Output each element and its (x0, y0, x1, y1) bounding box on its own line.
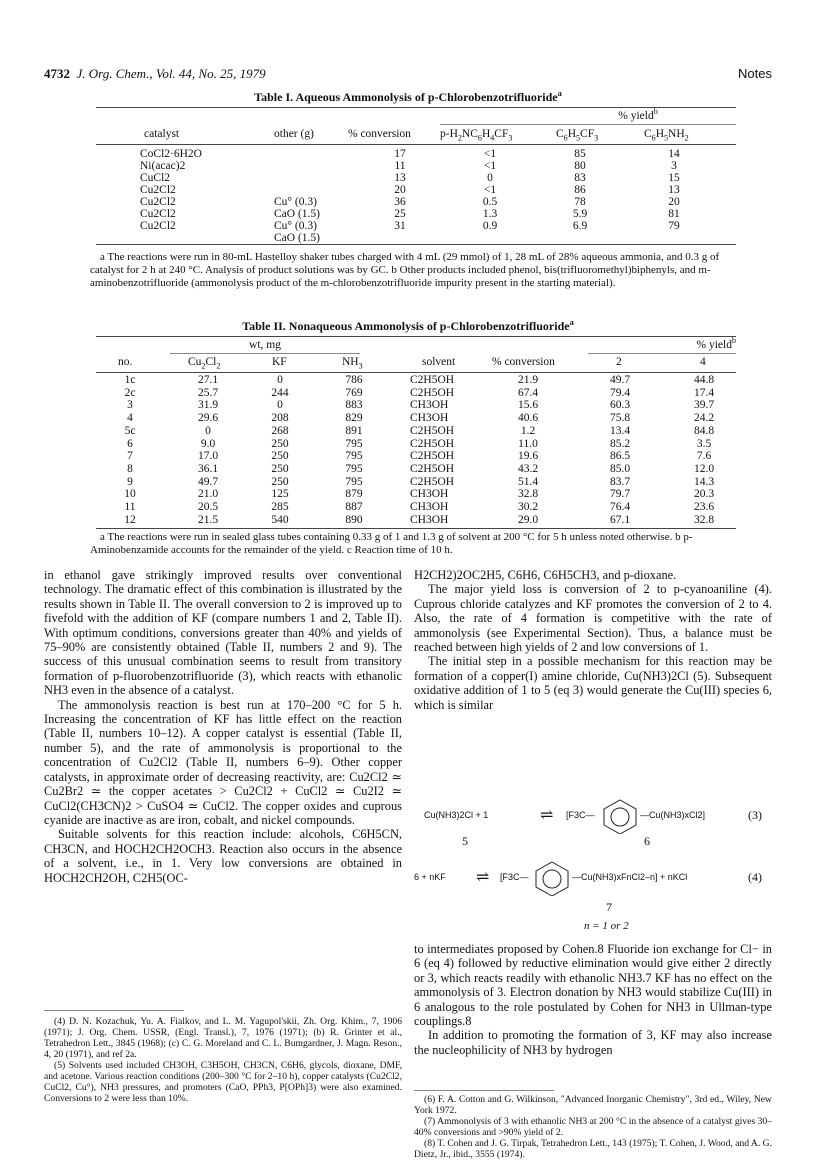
equation-4 (414, 858, 772, 938)
table2-cell: 67.4 (517, 386, 539, 399)
table1-cell: 1.3 (482, 208, 498, 220)
table1-row (96, 220, 736, 232)
benzene-ring-icon (600, 798, 640, 834)
table2-cell: 36.1 (197, 462, 219, 475)
table2-wt-header: wt, mg (249, 339, 281, 351)
table1-cell: CuCl2 (140, 172, 171, 184)
table2-cell: 31.9 (197, 399, 219, 412)
table2-cell: CH3OH (410, 488, 449, 501)
table1-cell: <1 (483, 160, 497, 172)
table1-cell: Cu° (0.3) (274, 220, 317, 232)
table2-cell: 268 (271, 424, 289, 437)
table2-cell: 49.7 (609, 374, 631, 386)
table2-cell: 795 (345, 450, 363, 463)
table2-cell: 24.2 (693, 412, 715, 425)
table1-cell: Cu° (0.3) (274, 196, 317, 208)
left-paragraph-2: The ammonolysis reaction is best run at 170–200 °C for 5 h. Increasing the concentration of KF has little effect on the reaction (Table II, numbers 10–12). A copper catalyst is essential (Table II, number 5), and the rate of ammonolysis is proportional to the concentration of Cu2Cl2 (Table II, numbers 6–9). Other copper catalysts, in approximate order of decreasing reactivity, are: Cu2Cl2 ≃ Cu2Br2 ≃ the copper acetates > Cu2Cl2 + CuCl2 ≃ Cu2I2 ≃ CuCl2(CH3CN)2 > CuSO4 ≃ CuCl2. The copper oxides and cuprous cyanide are inactive as are iron, cobalt, and nickel compounds. (44, 697, 402, 827)
table2-cell: C2H5OH (410, 386, 455, 399)
eq3-label-5: 5 (462, 834, 468, 848)
table2-cell: 29.0 (517, 513, 539, 526)
table2-row (96, 450, 736, 463)
table2-cell: 1.2 (520, 424, 536, 437)
table2-top-rule (96, 336, 736, 337)
left-footnotes (44, 1016, 402, 1104)
table1-cell: 25 (394, 208, 406, 220)
table1-cell: 0.9 (482, 220, 498, 232)
eq4-left: 6 + nKF (414, 872, 446, 882)
equation-3 (414, 796, 772, 856)
table2-cell: 244 (271, 386, 289, 399)
table1-cell: CaO (1.5) (274, 232, 320, 244)
table2-cell: CH3OH (410, 399, 449, 412)
table1-row (96, 172, 736, 184)
right-footnotes (414, 1094, 772, 1160)
table2-cell: 7.6 (696, 450, 712, 463)
table2-cell: C2H5OH (410, 462, 455, 475)
table2-cell: 0 (205, 424, 211, 437)
table2-row (96, 399, 736, 412)
table2-cell: 85.0 (609, 462, 631, 475)
table2-cell: 3 (127, 399, 133, 412)
table2-cell: 829 (345, 412, 363, 425)
table2-cell: 12 (124, 513, 136, 526)
table2-row (96, 425, 736, 438)
table2-col-conversion: % conversion (492, 356, 555, 368)
table2-cell: 6 (127, 437, 133, 450)
table2-header-row (96, 356, 736, 370)
table2-cell: 250 (271, 450, 289, 463)
table2-cell: CH3OH (410, 513, 449, 526)
table2-cell: 10 (124, 488, 136, 501)
table2-row (96, 387, 736, 400)
right-paragraph-2: The major yield loss is conversion of 2 to p-cyanoaniline (4). Cuprous chloride catalyzes and KF promotes the conversion of 2 to 4. Also, the rate of 4 formation is competitive with the rate of ammonolysis (see Experimental Section). Thus, a balance must be reached between high yields of 2 and low conversions of 1. (414, 582, 772, 655)
table2-header-rule (96, 372, 736, 373)
table2-cell: 125 (271, 488, 289, 501)
table1-cell: 85 (574, 148, 586, 160)
table1-cell: 0.5 (482, 196, 498, 208)
table1-yield-sup: b (653, 107, 658, 117)
page-number: 4732 (44, 66, 70, 81)
footnote-6: (6) F. A. Cotton and G. Wilkinson, "Advanced Inorganic Chemistry", 3rd ed., Wiley, New York 1972. (414, 1094, 772, 1116)
right-column-bottom (414, 942, 772, 1057)
table2-yield-header (600, 336, 736, 351)
table2-cell: 208 (271, 412, 289, 425)
eq4-right-a: [F3C— (500, 872, 529, 882)
table1-row (96, 208, 736, 220)
table2-cell: 43.2 (517, 462, 539, 475)
table1-col-conversion: % conversion (348, 128, 411, 140)
table2-cell: CH3OH (410, 501, 449, 513)
table2-cell: 17.4 (693, 386, 715, 399)
table1-caption-text: Table I. Aqueous Ammonolysis of p-Chlorobenzotrifluoride (254, 90, 558, 104)
table1-cell: 0 (487, 172, 493, 184)
footnote-7: (7) Ammonolysis of 3 with ethanolic NH3 at 200 °C in the absence of a catalyst gives 30–40% conversions and >90% yield of 2. (414, 1116, 772, 1138)
table1-col-catalyst: catalyst (144, 128, 180, 140)
table2-cell: 540 (271, 513, 289, 526)
table2-row (96, 488, 736, 501)
benzene-ring-icon (532, 860, 572, 896)
table2-cell: 17.0 (197, 450, 219, 463)
table1-footnote: a The reactions were run in 80-mL Hastelloy shaker tubes charged with 4 mL (29 mmol) of 1, 28 mL of 28% aqueous ammonia, and 0.3 g of catalyst for 2 h at 240 °C. Analysis of product solutions was by GC. b Other products included phenol, bis(trifluoromethyl)biphenyls, and m-aminobenzotrifluoride (ammonolysis product of the m-chlorobenzotrifluoride impurity present in the starting material). (90, 251, 720, 289)
table2-cell: 23.6 (693, 501, 715, 513)
table2-cell: 250 (271, 437, 289, 450)
eq4-note: n = 1 or 2 (584, 920, 629, 932)
table2-cell: 32.8 (693, 513, 715, 526)
table2-cell: 879 (345, 488, 363, 501)
table1-cell: <1 (483, 148, 497, 160)
table1-cell: 6.9 (572, 220, 588, 232)
table2-cell: 20.5 (197, 501, 219, 513)
table2-cell: 7 (127, 450, 133, 463)
table1-cell: 86 (574, 184, 586, 196)
table2-cell: 13.4 (609, 424, 631, 437)
table1-cell: Cu2Cl2 (140, 184, 176, 196)
table2-cell: 39.7 (693, 399, 715, 412)
table1-row (96, 148, 736, 160)
table1-cell: Cu2Cl2 (140, 196, 176, 208)
table1-cell: 13 (394, 172, 406, 184)
right-paragraph-5: In addition to promoting the formation of 3, KF may also increase the nucleophilicity of NH3 by hydrogen (414, 1028, 772, 1057)
table2-cell: 890 (345, 513, 363, 526)
table2-cell: 21.0 (197, 488, 219, 501)
table2-row (96, 476, 736, 489)
table1-cell: 83 (574, 172, 586, 184)
table2-row (96, 501, 736, 514)
table2-cell: 29.6 (197, 412, 219, 425)
table2-cell: 79.4 (609, 386, 631, 399)
table1-cell: 31 (394, 220, 406, 232)
table1-col-aminobenzo: $p-H_2NC_6H_4CF_3$ (440, 128, 513, 143)
table1-caption-sup: a (557, 89, 562, 98)
table2-cell: 27.1 (197, 374, 219, 386)
eq4-number: (4) (748, 870, 762, 884)
table2-cell: 21.9 (517, 374, 539, 386)
table2-cell: 21.5 (197, 513, 219, 526)
table2-row (96, 463, 736, 476)
table2-cell: 11 (124, 501, 136, 513)
table2-cell: 49.7 (197, 475, 219, 488)
right-column-top (414, 568, 772, 712)
right-paragraph-3: The initial step in a possible mechanism for this reaction may be formation of a copper(I) amine chloride, Cu(NH3)2Cl (5). Subsequent oxidative addition of 1 to 5 (eq 3) would generate the Cu(III) species 6, which is similar (414, 654, 772, 712)
table2-cell: C2H5OH (410, 424, 455, 437)
table1-row (96, 196, 736, 208)
table1-cell: Ni(acac)2 (140, 160, 186, 172)
table2-cell: 2c (124, 386, 136, 399)
table2-cell: 9 (127, 475, 133, 488)
table1-cell: 80 (574, 160, 586, 172)
table2-cell: 795 (345, 475, 363, 488)
table1-cell: 13 (668, 184, 680, 196)
table2-row (96, 374, 736, 387)
table1-cell: <1 (483, 184, 497, 196)
table1-yield-header-text: % yield (618, 110, 654, 122)
table2-caption-sup: a (569, 318, 574, 327)
left-column-text (44, 568, 402, 885)
table1-cell: 11 (394, 160, 406, 172)
table2-bottom-rule (96, 528, 736, 529)
table1-cell: 5.9 (572, 208, 588, 220)
table2-col-kf: KF (272, 356, 287, 368)
table2-cell: 887 (345, 501, 363, 513)
table1-cell: 15 (668, 172, 680, 184)
table2-row (96, 514, 736, 527)
eq3-left: Cu(NH3)2Cl + 1 (424, 810, 489, 820)
table2-cell: 285 (271, 501, 289, 513)
table2-footnote: a The reactions were run in sealed glass tubes containing 0.33 g of 1 and 1.3 g of solvent at 200 °C for 5 h unless noted otherwise. b p-Aminobenzamide accounts for the remainder of the yield. c Reaction time of 10 h. (90, 531, 693, 556)
table2-yield-header-text: % yield (696, 339, 732, 351)
table2-cell: 75.8 (609, 412, 631, 425)
table2-caption (0, 319, 816, 334)
table1-col-benzotrifluoride: $C_6H_5CF_3$ (556, 128, 599, 143)
table1-cell: 78 (574, 196, 586, 208)
journal-citation (44, 66, 266, 82)
table2-cell: 79.7 (609, 488, 631, 501)
table1-cell: 14 (668, 148, 680, 160)
table1-header-rule (96, 144, 736, 145)
table2-col-4: 4 (700, 356, 706, 368)
table1-top-rule (96, 107, 736, 108)
table2-cell: 76.4 (609, 501, 631, 513)
table2-cell: 11.0 (518, 437, 538, 450)
footnote-4: (4) D. N. Kozachuk, Yu. A. Fialkov, and L. M. Yagupol'skii, Zh. Org. Khim., 7, 1906 (1971); J. Org. Chem. USSR, (Engl. Transl.), 7, 1976 (1971); (b) R. Grinter et al., Tetrahedron Lett., 3845 (1968); (c) C. G. Moreland and C. L. Bumgardner, J. Magn. Reson., 4, 20 (1971), and ref 2a. (44, 1016, 402, 1060)
table2-cell: 795 (345, 437, 363, 450)
eq3-right-a: [F3C— (566, 810, 595, 820)
table2-cell: 86.5 (609, 450, 631, 463)
table1-cell: 20 (394, 184, 406, 196)
table2-cell: 883 (345, 399, 363, 412)
table2-yield-rule (588, 353, 736, 354)
table1-yield-rule (440, 124, 736, 125)
table1-row (96, 232, 736, 244)
eq4-right-b: —Cu(NH3)xFnCl2–n] + nKCl (572, 872, 688, 882)
eq3-arrow: ⇌ (540, 807, 554, 824)
table2-col-2: 2 (616, 356, 622, 368)
table2-caption-text: Table II. Nonaqueous Ammonolysis of p-Chlorobenzotrifluoride (242, 319, 570, 333)
table1-row (96, 160, 736, 172)
left-footnote-rule (44, 1010, 184, 1011)
eq4-arrow: ⇌ (476, 869, 490, 886)
table2-cell: 795 (345, 462, 363, 475)
right-footnote-rule (414, 1090, 554, 1091)
eq3-number: (3) (748, 808, 762, 822)
table1-col-aniline: $C_6H_5NH_2$ (644, 128, 689, 143)
eq3-right-b: —Cu(NH3)xCl2] (640, 810, 706, 820)
table2-row (96, 438, 736, 451)
table2-cell: 83.7 (609, 475, 631, 488)
table2-cell: 0 (277, 399, 283, 412)
table1-row (96, 184, 736, 196)
left-paragraph-1: in ethanol gave strikingly improved results over conventional technology. The dramatic effect of this combination is illustrated by the results shown in Table II. The overall conversion to 2 is improved up to fivefold with the addition of KF (compare numbers 1 and 2, Table II). With optimum conditions, conversions greater than 40% and yields of 75–90% are consistently obtained (Table II, numbers 2 and 9). The success of this unusual combination seems to result from transitory formation of p-fluorobenzotrifluoride (3), which reacts with ethanolic NH3 even in the absence of a catalyst. (44, 568, 402, 698)
table1-cell: Cu2Cl2 (140, 220, 176, 232)
table2-cell: 60.3 (609, 399, 631, 412)
table1-cell: 17 (394, 148, 406, 160)
right-paragraph-4: to intermediates proposed by Cohen.8 Fluoride ion exchange for Cl− in 6 (eq 4) followed by reductive elimination would give either 2 directly or 3, which reacts readily with ethanolic NH3.7 KF has no effect on the ammonolysis of 3. Electron donation by NH3 would stabilize Cu(III) in 6 analogous to the role postulated by Cohen for NH3 in Ullman-type couplings.8 (414, 942, 772, 1029)
table2-cell: 32.8 (517, 488, 539, 501)
table2-cell: 30.2 (517, 501, 539, 513)
table2-cell: C2H5OH (410, 450, 455, 463)
table1-bottom-rule (96, 244, 736, 245)
table2-cell: C2H5OH (410, 475, 455, 488)
table2-yield-sup: b (731, 336, 736, 346)
footnote-5: (5) Solvents used included CH3OH, C3H5OH, CH3CN, C6H6, glycols, dioxane, DMF, and acetone. Various reaction conditions (200–300 °C for 2–10 h), copper catalysts (Cu2Cl2, CuCl2, Cu°), NH3 pressures, and promoters (CaO, PPh3, P[OPh]3) were also examined. Conversions to 2 were less than 10%. (44, 1060, 402, 1104)
table1-cell: 3 (671, 160, 677, 172)
table2-cell: 0 (277, 374, 283, 386)
table2-cell: 85.2 (609, 437, 631, 450)
running-header (44, 66, 772, 82)
table2-cell: C2H5OH (410, 437, 455, 450)
table1-cell: 81 (668, 208, 680, 220)
table2-row (96, 412, 736, 425)
table1-col-other: other (g) (274, 128, 314, 140)
table2-cell: 3.5 (696, 437, 712, 450)
table1-cell: 79 (668, 220, 680, 232)
section-label: Notes (738, 66, 772, 81)
footnote-8: (8) T. Cohen and J. G. Tirpak, Tetrahedron Lett., 143 (1975); T. Cohen, J. Wood, and A. G. Dietz, Jr., ibid., 3555 (1974). (414, 1138, 772, 1160)
table2-col-nh3: $NH_3$ (342, 356, 363, 371)
table2-cell: CH3OH (410, 412, 449, 425)
table2-cell: 15.6 (517, 399, 539, 412)
table2-wt-rule (170, 353, 360, 354)
table1-cell: CoCl2·6H2O (140, 148, 202, 160)
table2-cell: 8 (127, 462, 133, 475)
eq4-label-7: 7 (606, 900, 612, 914)
table2-cell: 12.0 (693, 462, 715, 475)
table2-cell: 1c (124, 374, 136, 386)
left-paragraph-3: Suitable solvents for this reaction include: alcohols, C6H5CN, CH3CN, and HOCH2CH2OCH3. Reaction also occurs in the absence of a solvent, i.e., in 1. Very low conversions are obtained in HOCH2CH2OH, C2H5(OC- (44, 827, 402, 885)
journal-name: J. Org. Chem., Vol. 44, No. 25, 1979 (76, 66, 266, 81)
table1-yield-header (540, 107, 736, 122)
table2-col-cucl: $Cu_2Cl_2$ (188, 356, 221, 371)
right-paragraph-1: H2CH2)2OC2H5, C6H6, C6H5CH3, and p-dioxane. (414, 568, 677, 582)
table1-cell: 20 (668, 196, 680, 208)
table2-cell: 891 (345, 424, 363, 437)
table2-col-no: no. (118, 356, 133, 368)
table2-cell: 4 (127, 412, 133, 425)
table2-cell: 84.8 (693, 424, 715, 437)
table2-cell: 9.0 (200, 437, 216, 450)
table1-header-row (96, 128, 736, 142)
table1-cell: Cu2Cl2 (140, 208, 176, 220)
table2-cell: 250 (271, 475, 289, 488)
eq3-label-6: 6 (644, 834, 650, 848)
table2-cell: 14.3 (693, 475, 715, 488)
table1-caption (0, 90, 816, 105)
table2-cell: 786 (345, 374, 363, 386)
table2-cell: 67.1 (609, 513, 631, 526)
table2-cell: 5c (124, 424, 136, 437)
table2-cell: 20.3 (693, 488, 715, 501)
table2-cell: 769 (345, 386, 363, 399)
table2-cell: C2H5OH (410, 374, 455, 386)
table1-cell: 36 (394, 196, 406, 208)
table2-col-solvent: solvent (422, 356, 456, 368)
table2-cell: 40.6 (517, 412, 539, 425)
table2-cell: 44.8 (693, 374, 715, 386)
table2-cell: 19.6 (517, 450, 539, 463)
table2-cell: 51.4 (517, 475, 539, 488)
table1-cell: CaO (1.5) (274, 208, 320, 220)
table2-cell: 250 (271, 462, 289, 475)
table2-cell: 25.7 (197, 386, 219, 399)
